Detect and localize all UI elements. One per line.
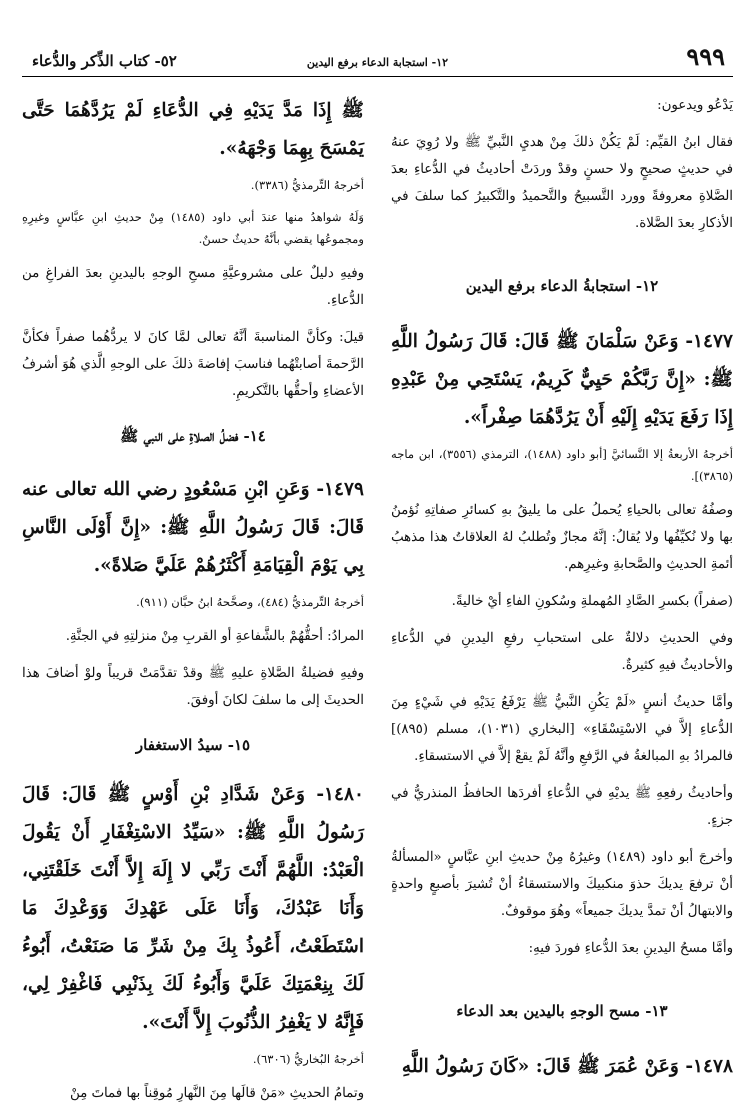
paragraph: وفيهِ دليلٌ على مشروعيَّةِ مسحِ الوجهِ باليدينِ بعدَ الفراغِ من الدُّعاءِ. (22, 266, 364, 308)
paragraph: وتمامُ الحديثِ «مَنْ قالَها مِنَ النَّهارِ مُوقِناً بها فماتَ مِنْ (70, 1086, 364, 1101)
paragraph: وأمَّا مسحُ اليدينِ بعدَ الدُّعاءِ فوردَ فيهِ: (528, 941, 733, 956)
page-header (22, 42, 733, 77)
book-title: ٥٢- كتاب الذِّكر والدُّعاء (32, 52, 177, 70)
section-heading: ١٥- سيدُ الاستغفار (135, 736, 251, 754)
paragraph: وفيهِ فضيلةُ الصَّلاةِ عليهِ ﷺ وقدْ تقدَّمَتْ قريباً ولوْ أضافَ هذا الحديثَ إلى ما سلفَ لكانَ أوفقَ. (22, 666, 364, 708)
paragraph: (صفراً) بكسرِ الصَّادِ المُهملةِ وسُكونِ الفاءِ أيْ خاليةً. (451, 594, 733, 609)
hadith-reference: وَلَهُ شواهدُ منها عندَ أبي داود (١٤٨٥) مِنْ حديثِ ابنِ عبَّاسٍ وغيرِهِ ومجموعُها يقضي بأنَّهُ حديثٌ حسنٌ. (22, 210, 365, 246)
hadith-text: ﷺ إِذَا مَدَّ يَدَيْهِ فِي الدُّعَاءِ لَمْ يَرُدَّهُمَا حَتَّى يَمْسَحَ بِهِمَا وَجْهَهُ». (22, 100, 364, 159)
hadith-reference: أخرجهُ التِّرمذيُّ (٤٨٤)، وصحَّحهُ ابنُ حبَّان (٩١١). (136, 595, 364, 609)
paragraph: المرادُ: أحقُّهُمْ بالشَّفاعةِ أو القربِ مِنْ منزلتِهِ في الجنَّةِ. (65, 629, 364, 644)
hadith-reference: أخرجهُ التِّرمذيُّ (٣٣٨٦). (250, 178, 364, 192)
chapter-title: ١٢- استجابة الدعاء برفع اليدين (306, 56, 449, 69)
hadith-reference: أخرجهُ البُخاريُّ (٦٣٠٦). (252, 1052, 364, 1066)
paragraph: وأمَّا حديثُ أنسٍ «لَمْ يَكُنِ النَّبيُّ ﷺ يَرْفَعُ يَدَيْهِ في شَيْءٍ مِنَ الدُّعاءِ إلاَّ في الاسْتِسْقَاءِ» [البخاري (١٠٣١)، مسلم (٨٩٥)] فالمرادُ بهِ المبالغةُ في الرَّفعِ وأنَّهُ لَمْ يقعْ إلاَّ في الاستسقاءِ. (391, 695, 734, 764)
paragraph: وصفُهُ تعالى بالحياءِ يُحملُ على ما يليقُ بهِ كسائرِ صفاتِهِ نُؤمنُ بها ولا نُكيِّفُها ولا يُقالُ: إنَّهُ مجازٌ وتُطلبُ لهُ العلاقاتُ هذا مذهبُ أئمةِ الحديثِ والصَّحابةِ وغيرِهم. (391, 503, 733, 572)
section-heading: ١٣- مسح الوجهِ باليدين بعد الدعاء (456, 1002, 668, 1020)
hadith-text: ١٤٧٩- وَعَنِ ابْنِ مَسْعُودٍ رضي الله تعالى عنه قَالَ: قَالَ رَسُولُ اللَّهِ ﷺ: «إِنَّ أَوْلَى النَّاسِ بِي يَوْمَ الْقِيَامَةِ أَكْثَرُهُمْ عَلَيَّ صَلاةً». (22, 479, 364, 576)
hadith-text: ١٤٧٧- وَعَنْ سَلْمَانَ ﷺ قَالَ: قَالَ رَسُولُ اللَّهِ ﷺ: «إِنَّ رَبَّكُمْ حَيِيٌّ كَرِيمٌ، يَسْتَحِي مِنْ عَبْدِهِ إِذَا رَفَعَ يَدَيْهِ إِلَيْهِ أَنْ يَرُدَّهُمَا صِفْراً». (391, 331, 733, 428)
right-column (391, 92, 734, 1077)
paragraph: فقال ابنُ القيِّم: لَمْ يَكُنْ ذلكَ مِنْ هديِ النَّبيِّ ﷺ ولا رُوِيَ عنهُ في حديثٍ صحيحٍ ولا حسنٍ وقدْ وردَتْ أحاديثُ في الدُّعاءِ بعدَ الصَّلاةِ معروفةً وورد التَّسبيحُ والتَّحميدُ والتَّكبيرُ كما سلفَ في الأذكارِ بعدَ الصَّلاة. (391, 135, 733, 231)
section-heading: ١٢- استجابةُ الدعاء برفع اليدين (465, 277, 659, 295)
paragraph: قيلَ: وكأنَّ المناسبةَ أنَّهُ تعالى لمَّا كانَ لا يردُّهُما صفراً فكأنَّ الرَّحمةَ أصابتْهُما فناسبَ إفاضةَ ذلكَ على الوجهِ الَّذي هُوَ أشرفُ الأعضاءِ وأحقُّها بالتَّكريمِ. (22, 330, 364, 399)
paragraph: يَدْعُو ويدعون: (657, 98, 733, 113)
section-heading: ١٤- فضلُ الصلاةِ على النبي ﷺ (120, 427, 266, 445)
page-number: ٩٩٩ (686, 42, 725, 71)
paragraph: وفي الحديثِ دلالةٌ على استحبابِ رفعِ اليدينِ في الدُّعاءِ والأحاديثُ فيهِ كثيرةٌ. (391, 631, 733, 673)
hadith-text: ١٤٨٠- وَعَنْ شَدَّادِ بْنِ أَوْسٍ ﷺ قَالَ: قَالَ رَسُولُ اللَّهِ ﷺ: «سَيِّدُ الاسْتِغْفَارِ أَنْ يَقُولَ الْعَبْدُ: اللَّهُمَّ أَنْتَ رَبِّي لا إِلَهَ إِلاَّ أَنْتَ خَلَقْتَنِي، وَأَنَا عَبْدُكَ، وَأَنَا عَلَى عَهْدِكَ وَوَعْدِكَ مَا اسْتَطَعْتُ، أَعُوذُ بِكَ مِنْ شَرِّ مَا صَنَعْتُ، أَبُوءُ لَكَ بِنِعْمَتِكَ عَلَيَّ وَأَبُوءُ لَكَ بِذَنْبِي فَاغْفِرْ لِي، فَإِنَّهُ لا يَغْفِرُ الذُّنُوبَ إِلاَّ أَنْتَ». (22, 784, 364, 1033)
left-column (22, 92, 365, 1101)
hadith-reference: أخرجهُ الأربعةُ إلا النَّسائيَّ [أبو داود (١٤٨٨)، الترمذي (٣٥٥٦)، ابن ماجه (٣٨٦٥)]. (391, 447, 733, 483)
paragraph: وأحاديثُ رفعِهِ ﷺ يديْهِ في الدُّعاءِ أفردَها الحافظُ المنذريُّ في جزءٍ. (391, 786, 733, 828)
hadith-text: ١٤٧٨- وَعَنْ عُمَرَ ﷺ قَالَ: «كَانَ رَسُولُ اللَّهِ (401, 1056, 733, 1077)
paragraph: وأخرجَ أبو داود (١٤٨٩) وغيرُهُ مِنْ حديثِ ابنِ عبَّاسٍ «المسألةُ أنْ ترفعَ يديكَ حذوَ منكبيكَ والاستسقاءُ أنْ تُشيرَ بأصبعٍ واحدةٍ والابتهالُ أنْ تمدَّ يديكَ جميعاً» وهُوَ موقوفٌ. (391, 850, 733, 919)
